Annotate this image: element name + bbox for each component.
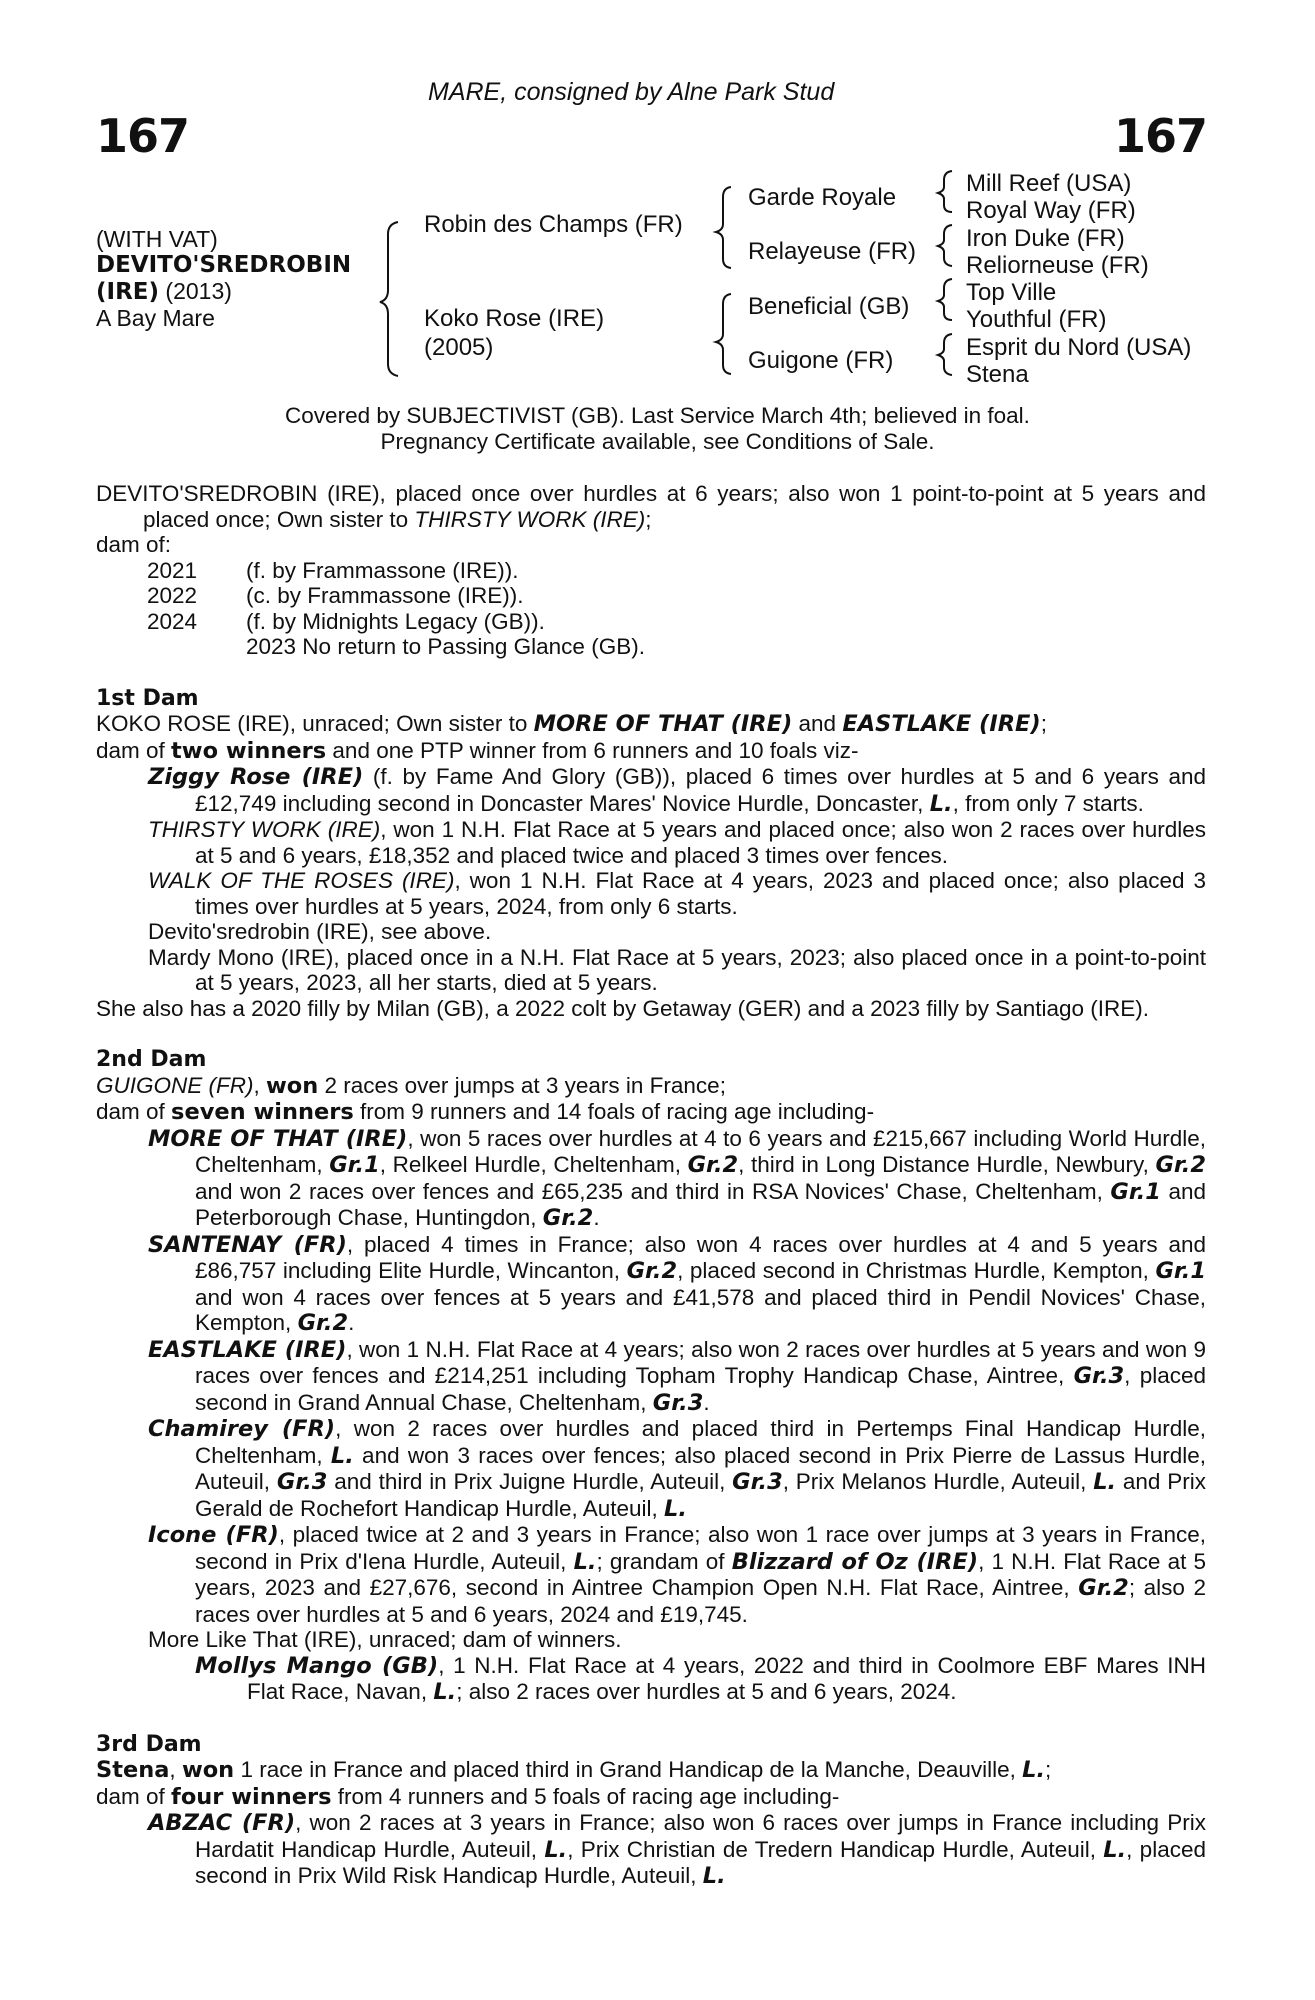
first-dam-heading: 1st Dam	[96, 685, 199, 711]
bracket-sire	[716, 187, 731, 268]
progeny-entry: Devito'sredrobin (IRE), see above.	[148, 919, 492, 944]
sire-sire: Garde Royale	[748, 184, 897, 211]
third-dam-line: Stena, won 1 race in France and placed third in Grand Handicap de la Manche, Deauville, L.;	[96, 1757, 1052, 1783]
first-dam-line: KOKO ROSE (IRE), unraced; Own sister to MORE OF THAT (IRE) and EASTLAKE (IRE);	[96, 711, 1047, 737]
produce-row: 2021 (f. by Frammassone (IRE)).	[147, 557, 519, 583]
intro-paragraph: DEVITO'SREDROBIN (IRE), placed once over hurdles at 6 years; also won 1 point-to-point at 5 years and placed once; Own sister to THIRSTY WORK (IRE);	[96, 481, 1206, 532]
bracket-g3-4	[938, 334, 952, 375]
third-dam-produce-summary: dam of four winners from 4 runners and 5 foals of racing age including-	[96, 1783, 840, 1810]
progeny-entry: Mollys Mango (GB), 1 N.H. Flat Race at 4 years, 2022 and third in Coolmore EBF Mares INH Flat Race, Navan, L.; also 2 races over hurdles at 5 and 6 years, 2024.	[195, 1652, 1207, 1705]
progeny-entry: EASTLAKE (IRE), won 1 N.H. Flat Race at 4 years; also won 2 races over hurdles at 5 years and won 9 races over fences and £214,251 including Topham Trophy Handicap Chase, Aintree, Gr.3, placed second in Grand Annual Chase, Cheltenham, Gr.3.	[148, 1336, 1207, 1416]
sire-dam: Relayeuse (FR)	[748, 238, 917, 265]
progeny-entry: More Like That (IRE), unraced; dam of winners.	[148, 1627, 622, 1652]
second-dam-progeny	[96, 1126, 1206, 1706]
progeny-entry: WALK OF THE ROSES (IRE), won 1 N.H. Flat Race at 4 years, 2023 and placed once; also placed 3 times over hurdles at 5 years, 2024, from only 6 starts.	[148, 868, 1206, 919]
dam-of-label: dam of:	[96, 532, 172, 557]
progeny-entry: Chamirey (FR), won 2 races over hurdles and placed third in Pertemps Final Handicap Hurdle, Cheltenham, L. and won 3 races over fences; also placed second in Prix Pierre de Lassus Hurdle, Auteuil, Gr.3 and third in Prix Juigne Hurdle, Auteuil, Gr.3, Prix Melanos Hurdle, Auteuil, L. and Prix Gerald de Rochefort Handicap Hurdle, Auteuil, L.	[148, 1416, 1206, 1522]
no-return-note: 2023 No return to Passing Glance (GB).	[246, 634, 645, 659]
bracket-g3-3	[938, 279, 952, 320]
produce-row: 2024 (f. by Midnights Legacy (GB)).	[147, 608, 545, 634]
progeny-entry: Icone (FR), placed twice at 2 and 3 years in France; also won 1 race over jumps at 3 years in France, second in Prix d'Iena Hurdle, Auteuil, L.; grandam of Blizzard of Oz (IRE), 1 N.H. Flat Race at 5 years, 2023 and £27,676, second in Aintree Champion Open N.H. Flat Race, Aintree, Gr.2; also 2 races over hurdles at 5 and 6 years, 2024 and £19,745.	[148, 1522, 1207, 1627]
dam-name: Koko Rose (IRE)	[424, 305, 605, 332]
g3-ancestor: Top Ville	[966, 279, 1057, 307]
progeny-entry: SANTENAY (FR), placed 4 times in France; also won 4 races over hurdles at 4 and 5 years and £86,757 including Elite Hurdle, Wincanton, Gr.2, placed second in Christmas Hurdle, Kempton, Gr.1 and won 4 races over fences at 5 years and £41,578 and placed third in Pendil Novices' Chase, Kempton, Gr.2.	[148, 1231, 1206, 1336]
third-dam-progeny	[96, 1810, 1206, 1890]
covered-note: Covered by SUBJECTIVIST (GB). Last Service March 4th; believed in foal. Pregnancy Certificate available, see Conditions of Sale.	[285, 403, 1030, 454]
progeny-entry: THIRSTY WORK (IRE), won 1 N.H. Flat Race at 5 years and placed once; also won 2 races over hurdles at 5 and 6 years, £18,352 and placed twice and placed 3 times over fences.	[148, 817, 1206, 868]
g3-ancestor: Youthful (FR)	[966, 306, 1107, 334]
lot-number-right: 167	[1114, 109, 1208, 163]
g3-ancestor: Mill Reef (USA)	[966, 170, 1132, 197]
sire-name: Robin des Champs (FR)	[424, 211, 683, 238]
produce-row: 2022 (c. by Frammassone (IRE)).	[147, 583, 524, 608]
lot-number-left: 167	[96, 109, 190, 163]
g3-ancestor: Esprit du Nord (USA)	[966, 333, 1192, 361]
dam-year: (2005)	[424, 334, 494, 361]
progeny-entry: MORE OF THAT (IRE), won 5 races over hurdles at 4 to 6 years and £215,667 including World Hurdle, Cheltenham, Gr.1, Relkeel Hurdle, Cheltenham, Gr.2, third in Long Distance Hurdle, Newbury, Gr.2 and won 2 races over fences and £65,235 and third in RSA Novices' Chase, Cheltenham, Gr.1 and Peterborough Chase, Huntingdon, Gr.2.	[148, 1125, 1207, 1231]
first-dam-also-note: She also has a 2020 filly by Milan (GB), a 2022 colt by Getaway (GER) and a 2023 filly by Santiago (IRE).	[96, 995, 1150, 1021]
progeny-entry: Ziggy Rose (IRE) (f. by Fame And Glory (GB)), placed 6 times over hurdles at 5 and 6 years and £12,749 including second in Doncaster Mares' Novice Hurdle, Doncaster, L., from only 7 starts.	[148, 764, 1206, 817]
g3-ancestor: Stena	[966, 361, 1029, 389]
third-dam-heading: 3rd Dam	[96, 1731, 202, 1757]
third-generation	[966, 170, 1191, 388]
bracket-g3-2	[938, 225, 952, 266]
catalogue-body	[96, 481, 1206, 1890]
second-dam-heading: 2nd Dam	[96, 1047, 207, 1072]
bracket-main	[380, 222, 398, 376]
g3-ancestor: Reliorneuse (FR)	[966, 251, 1149, 279]
bracket-dam	[716, 294, 731, 374]
second-dam-produce-summary: dam of seven winners from 9 runners and 14 foals of racing age including-	[96, 1099, 875, 1125]
first-dam-produce-summary: dam of two winners and one PTP winner from 6 runners and 10 foals viz-	[96, 737, 859, 764]
horse-country-year: (IRE) (2013)	[96, 278, 232, 305]
dam-dam: Guigone (FR)	[748, 347, 894, 374]
consignment-line: MARE, consigned by Alne Park Stud	[428, 78, 835, 106]
dam-sire: Beneficial (GB)	[748, 293, 910, 320]
bracket-g3-1	[938, 171, 952, 212]
horse-name: DEVITO'SREDROBIN	[96, 252, 352, 278]
second-dam-line: GUIGONE (FR), won 2 races over jumps at 3 years in France;	[96, 1072, 726, 1099]
first-dam-progeny	[96, 764, 1206, 996]
vat-label: (WITH VAT)	[96, 226, 218, 252]
horse-description: A Bay Mare	[96, 305, 215, 331]
g3-ancestor: Iron Duke (FR)	[966, 224, 1125, 252]
g3-ancestor: Royal Way (FR)	[966, 197, 1136, 225]
progeny-entry: Mardy Mono (IRE), placed once in a N.H. Flat Race at 5 years, 2023; also placed once in a point-to-point at 5 years, 2023, all her starts, died at 5 years.	[148, 944, 1206, 995]
progeny-entry: ABZAC (FR), won 2 races at 3 years in France; also won 6 races over jumps in France including Prix Hardatit Handicap Hurdle, Auteuil, L., Prix Christian de Tredern Handicap Hurdle, Auteuil, L., placed second in Prix Wild Risk Handicap Hurdle, Auteuil, L.	[148, 1810, 1206, 1889]
